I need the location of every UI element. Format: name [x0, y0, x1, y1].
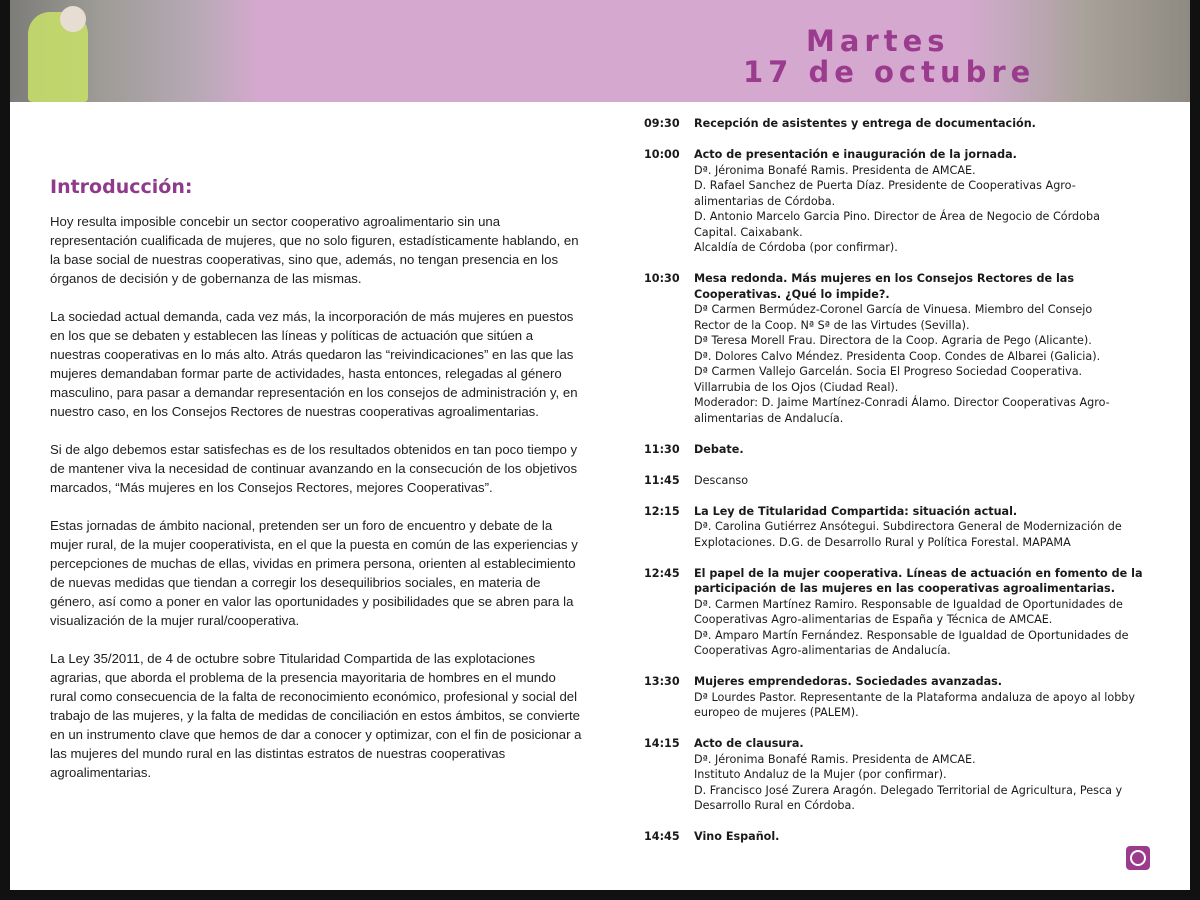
schedule-line: Dª Carmen Bermúdez-Coronel García de Vinuesa. Miembro del Consejo	[694, 303, 1093, 316]
schedule-body	[694, 504, 1164, 551]
schedule-item	[644, 442, 1164, 458]
schedule-line: D. Rafael Sanchez de Puerta Díaz. Presidente de Cooperativas Agro-	[694, 179, 1076, 192]
schedule-time: 10:00	[644, 148, 680, 161]
schedule-item	[644, 147, 1164, 256]
schedule-title: Recepción de asistentes y entrega de documentación.	[694, 117, 1036, 130]
intro-paragraph: La Ley 35/2011, de 4 de octubre sobre Titularidad Compartida de las explotaciones agrarias, que aborda el problema de la presencia mayoritaria de hombres en el mundo rural como consecuencia de la falta de reconocimiento económico, profesional y social del trabajo de las mujeres, y la falta de medidas de conciliación en estos ámbitos, se convierte en un instrumento clave que hemos de dar a conocer y optimizar, con el fin de posicionar a las mujeres del mundo rural en las distintas estratos de nuestras cooperativas agroalimentarias.	[50, 651, 582, 780]
schedule-time: 14:45	[644, 830, 680, 843]
schedule-body	[694, 736, 1164, 814]
schedule-line: Dª Teresa Morell Frau. Directora de la Coop. Agraria de Pego (Alicante).	[694, 334, 1092, 347]
schedule-line: Desarrollo Rural en Córdoba.	[694, 799, 855, 812]
schedule-body	[694, 147, 1164, 256]
logo-ring	[1130, 850, 1146, 866]
schedule-line: Villarrubia de los Ojos (Ciudad Real).	[694, 380, 899, 394]
schedule-body	[694, 566, 1164, 659]
schedule-line: Dª. Jéronima Bonafé Ramis. Presidenta de AMCAE.	[694, 163, 976, 177]
logo-icon	[1126, 846, 1150, 870]
schedule-time: 13:30	[644, 675, 680, 688]
schedule-title: Mujeres emprendedoras. Sociedades avanzadas.	[694, 675, 1003, 688]
schedule-line: Dª. Carmen Martínez Ramiro. Responsable de Igualdad de Oportunidades de	[694, 597, 1123, 611]
schedule-time: 14:15	[644, 737, 680, 750]
schedule-line: alimentarias de Andalucía.	[694, 411, 844, 425]
header-photo-left	[10, 0, 260, 102]
header-banner	[10, 0, 1190, 102]
schedule-line: Rector de la Coop. Nª Sª de las Virtudes (Sevilla).	[694, 318, 970, 332]
schedule-item	[644, 736, 1164, 814]
schedule-line: europeo de mujeres (PALEM).	[694, 706, 859, 719]
intro-paragraph: La sociedad actual demanda, cada vez más, la incorporación de más mujeres en puestos en los que se debaten y establecen las líneas y políticas de actuación que sitúen a nuestras cooperativas en lo más alto. Atrás quedaron las “reivindicaciones” en las que las mujeres demandaban formar parte de actividades, hasta entonces, relegadas al género masculino, para pasar a demandar representación en los consejos de administración y, en nuestro caso, en los Consejos Rectores de nuestras cooperativas agroalimentarias.	[50, 309, 578, 419]
schedule-line: alimentarias de Córdoba.	[694, 194, 836, 208]
schedule-time: 11:30	[644, 442, 680, 456]
header-date: 17 de octubre	[743, 55, 1036, 89]
schedule-line: Alcaldía de Córdoba (por confirmar).	[694, 241, 898, 254]
schedule-line: D. Antonio Marcelo Garcia Pino. Director de Área de Negocio de Córdoba	[694, 210, 1100, 223]
program-page	[10, 0, 1190, 890]
intro-body	[50, 212, 585, 801]
schedule-title: La Ley de Titularidad Compartida: situación actual.	[694, 504, 1018, 518]
schedule-item	[644, 271, 1164, 426]
schedule-line: Cooperativas Agro-alimentarias de Andalucía.	[694, 644, 951, 657]
worker-head	[60, 6, 86, 32]
schedule-time: 12:15	[644, 504, 680, 518]
schedule-line: Explotaciones. D.G. de Desarrollo Rural y Política Forestal. MAPAMA	[694, 535, 1071, 549]
schedule-line: Dª. Carolina Gutiérrez Ansótegui. Subdirectora General de Modernización de	[694, 520, 1122, 533]
schedule-body	[694, 116, 1164, 132]
schedule-item	[644, 473, 1164, 489]
schedule-time: 11:45	[644, 473, 680, 487]
schedule-line: Instituto Andaluz de la Mujer (por confirmar).	[694, 768, 947, 781]
schedule	[644, 116, 1164, 860]
header-day: Martes	[806, 24, 950, 58]
schedule-title: Vino Español.	[694, 830, 780, 843]
intro-title: Introducción:	[50, 176, 193, 198]
schedule-line: Moderador: D. Jaime Martínez-Conradi Álamo. Director Cooperativas Agro-	[694, 396, 1110, 409]
schedule-line: Descanso	[694, 473, 749, 487]
schedule-title: El papel de la mujer cooperativa. Líneas de actuación en fomento de la participación de las mujeres en las cooperativas agroalimentarias.	[694, 566, 1143, 595]
schedule-body	[694, 829, 1164, 845]
schedule-time: 12:45	[644, 566, 680, 580]
schedule-body	[694, 442, 1164, 458]
schedule-body	[694, 674, 1164, 721]
schedule-line: Capital. Caixabank.	[694, 225, 803, 239]
schedule-line: Dª. Jéronima Bonafé Ramis. Presidenta de AMCAE.	[694, 752, 976, 766]
schedule-item	[644, 116, 1164, 132]
schedule-line: Dª. Amparo Martín Fernández. Responsable de Igualdad de Oportunidades de	[694, 628, 1129, 642]
schedule-item	[644, 674, 1164, 721]
schedule-body	[694, 473, 1164, 489]
schedule-title: Mesa redonda. Más mujeres en los Consejos Rectores de las Cooperativas. ¿Qué lo impide?.	[694, 272, 1074, 301]
schedule-item	[644, 504, 1164, 551]
schedule-item	[644, 829, 1164, 845]
schedule-line: Dª Lourdes Pastor. Representante de la Plataforma andaluza de apoyo al lobby	[694, 690, 1136, 704]
schedule-line: Cooperativas Agro-alimentarias de España y Técnica de AMCAE.	[694, 613, 1053, 626]
intro-paragraph: Hoy resulta imposible concebir un sector cooperativo agroalimentario sin una representación cualificada de mujeres, que no solo figuren, estadísticamente hablando, en la base social de nuestras cooperativas, sino que, además, no tengan presencia en los órganos de decisión y de gobernanza de las mismas.	[50, 214, 579, 286]
schedule-line: Dª. Dolores Calvo Méndez. Presidenta Coop. Condes de Albarei (Galicia).	[694, 349, 1101, 363]
schedule-time: 09:30	[644, 117, 680, 130]
intro-paragraph: Estas jornadas de ámbito nacional, pretenden ser un foro de encuentro y debate de la mujer rural, de la mujer cooperativista, en el que la puesta en común de las experiencias y percepciones de muchas de ellas, vividas en primera persona, orienten al establecimiento de nuevas medidas que tiendan a corregir los desequilibrios sociales, en materia de género, así como a poner en valor las oportunidades y posibilidades que se abren para la visualización de la mujer rural/cooperativa.	[50, 518, 578, 628]
schedule-line: D. Francisco José Zurera Aragón. Delegado Territorial de Agricultura, Pesca y	[694, 783, 1123, 797]
schedule-title: Debate.	[694, 442, 744, 456]
intro-paragraph: Si de algo debemos estar satisfechas es de los resultados obtenidos en tan poco tiempo y de mantener viva la necesidad de continuar avanzando en la consecución de los objetivos marcados, “Más mujeres en los Consejos Rectores, mejores Cooperativas”.	[50, 442, 578, 495]
schedule-time: 10:30	[644, 272, 680, 285]
schedule-item	[644, 566, 1164, 659]
schedule-title: Acto de presentación e inauguración de la jornada.	[694, 148, 1017, 161]
schedule-line: Dª Carmen Vallejo Garcelán. Socia El Progreso Sociedad Cooperativa.	[694, 365, 1083, 378]
schedule-title: Acto de clausura.	[694, 737, 804, 750]
schedule-body	[694, 271, 1164, 426]
